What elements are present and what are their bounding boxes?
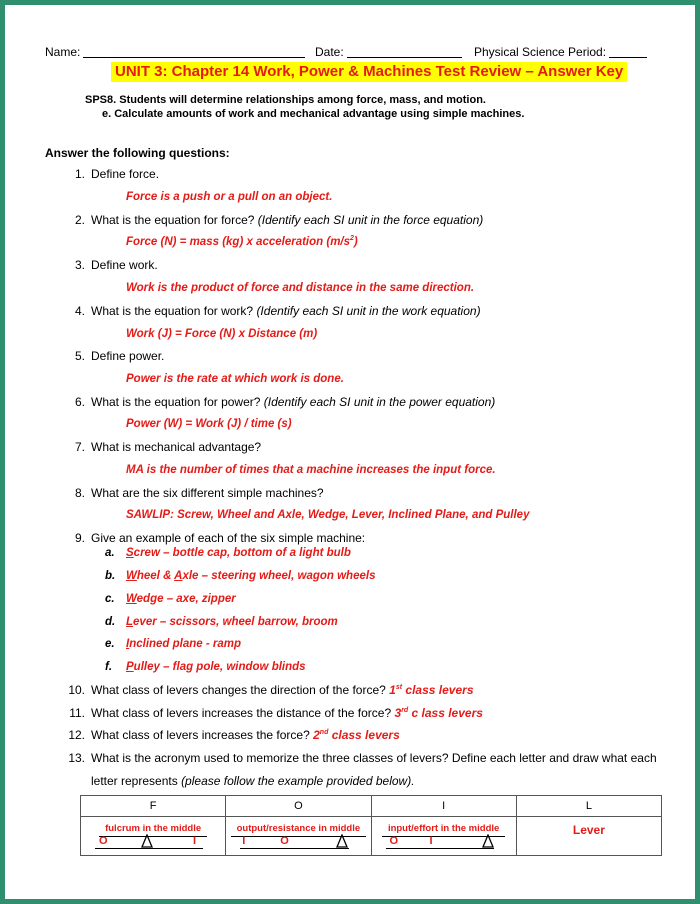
fulcrum-icon [482,834,494,848]
period-label: Physical Science Period: [474,45,607,59]
cell-label: fulcrum in the middle [99,823,207,837]
answer-text: c lass levers [408,706,483,720]
answer-4: Work (J) = Force (N) x Distance (m) [126,328,318,340]
question-text: letter represents [91,774,178,788]
example-text: ever – scissors, wheel barrow, broom [133,616,338,628]
question-number: 4. [74,304,85,318]
answer-text: class levers [328,728,400,742]
cell-label: output/resistance in middle [231,823,367,837]
period-blank [609,45,647,58]
example-initial: L [126,616,134,628]
second-class-lever-cell [226,817,371,856]
example-letter: a. [105,547,115,559]
example-text: crew – bottle cap, bottom of a light bulb [133,547,351,559]
question-text: What is the acronym used to memorize the three classes of levers? Define each letter and draw what each [91,751,657,765]
question-13-continued [91,773,415,789]
answer-text: 3 [394,706,402,720]
date-field [315,45,462,59]
example-e [105,636,241,652]
table-row [81,817,662,856]
answer-text: 2 [313,728,320,742]
column-header-o: O [226,796,371,817]
question-5 [45,348,164,364]
lever-output-marker: O [99,835,108,847]
example-initial: W [126,593,137,605]
answer-7: MA is the number of times that a machine increases the input force. [126,464,496,476]
question-number: 6. [74,395,85,409]
answer-text: Force (N) = mass (kg) x acceleration (m/s [126,236,351,248]
question-text: Give an example of each of the six simple machine: [91,531,366,545]
question-text: What is the equation for force? [91,213,255,227]
answer-text: 1 [389,683,396,697]
question-text: What is mechanical advantage? [91,440,262,454]
question-hint: (Identify each SI unit in the force equation) [257,213,484,227]
example-text: heel & [136,570,175,582]
name-blank [83,45,305,58]
question-8 [45,485,324,501]
column-header-l: L [516,796,661,817]
question-12 [45,727,400,743]
example-initial: I [126,638,130,650]
question-3 [45,257,158,273]
third-class-lever-cell [371,817,516,856]
question-4 [45,303,481,319]
answer-3: Work is the product of force and distance in the same direction. [126,282,475,294]
answer-superscript: rd [401,707,409,714]
question-hint: (Identify each SI unit in the power equation) [263,395,496,409]
lever-output-marker: O [280,835,289,847]
lever-input-marker: I [193,835,197,847]
question-number: 1. [74,167,85,181]
question-number: 11. [69,706,85,720]
answer-text: class levers [402,683,474,697]
example-text: nclined plane - ramp [129,638,242,650]
question-number: 10. [68,683,85,697]
question-text: What class of levers increases the distance of the force? [91,706,392,720]
answer-1: Force is a push or a pull on an object. [126,191,333,203]
question-text: Define power. [91,349,165,363]
lever-word: Lever [572,823,605,837]
date-blank [347,45,462,58]
example-text: ulley – flag pole, window blinds [133,661,306,673]
answer-2 [126,234,358,250]
fol-lever-table [80,795,662,856]
question-hint: (Identify each SI unit in the work equation) [256,304,481,318]
lever-input-marker: I [429,835,433,847]
lever-bar [240,848,348,849]
question-1 [45,166,159,182]
question-10 [45,682,474,698]
instructions: Answer the following questions: [45,146,230,160]
question-number: 13. [68,751,85,765]
question-text: What is the equation for work? [91,304,254,318]
question-9 [45,530,365,546]
first-class-lever-cell [81,817,226,856]
question-2 [45,212,483,228]
question-7 [45,439,261,455]
question-text: What class of levers changes the direction of the force? [91,683,386,697]
question-11 [45,705,483,721]
example-initial: P [126,661,134,673]
page-title: UNIT 3: Chapter 14 Work, Power & Machines Test Review – Answer Key [111,62,627,82]
example-letter: e. [105,638,115,650]
answer-superscript: nd [319,729,329,736]
answer-10 [389,683,473,697]
fulcrum-icon [141,834,153,848]
standard-line-2: e. Calculate amounts of work and mechanical advantage using simple machines. [102,108,525,120]
name-field [45,45,305,59]
example-text: edge – axe, zipper [136,593,236,605]
question-number: 7. [74,440,85,454]
question-text: What class of levers increases the force? [91,728,310,742]
example-c [105,591,236,607]
example-f [105,659,306,675]
example-initial: W [126,570,137,582]
cell-label: input/effort in the middle [382,823,505,837]
answer-5: Power is the rate at which work is done. [126,373,344,385]
example-initial-2: A [174,570,183,582]
question-text: Define force. [91,167,160,181]
question-number: 8. [74,486,85,500]
answer-text-end: ) [353,236,358,248]
worksheet-page [5,5,695,899]
lever-bar [386,848,494,849]
question-6 [45,394,495,410]
answer-8: SAWLIP: Screw, Wheel and Axle, Wedge, Lever, Inclined Plane, and Pulley [126,509,530,521]
answer-6: Power (W) = Work (J) / time (s) [126,418,292,430]
question-text: Define work. [91,258,158,272]
lever-output-marker: O [389,835,399,847]
question-number: 5. [74,349,85,363]
example-initial: S [126,547,134,559]
lever-input-marker: I [242,835,246,847]
standard-line-1: SPS8. Students will determine relationships among force, mass, and motion. [85,94,486,106]
column-header-i: I [371,796,516,817]
example-letter: b. [105,570,116,582]
example-text: xle – steering wheel, wagon wheels [182,570,376,582]
example-b [105,568,375,584]
example-letter: c. [105,593,115,605]
question-text: What is the equation for power? [91,395,261,409]
answer-superscript: st [395,684,403,691]
question-13 [45,750,657,766]
example-letter: f. [105,661,113,673]
question-hint: (please follow the example provided below). [181,774,415,788]
question-number: 9. [74,531,85,545]
lever-bar [95,848,203,849]
name-label: Name: [45,45,81,59]
question-number: 2. [74,213,85,227]
question-text: What are the six different simple machines? [91,486,324,500]
period-field [474,45,647,59]
fulcrum-icon [336,834,348,848]
lever-cell [516,817,661,856]
example-a [105,545,351,561]
question-number: 12. [68,728,85,742]
date-label: Date: [315,45,344,59]
table-header-row [81,796,662,817]
example-d [105,614,338,630]
answer-12 [313,728,400,742]
example-letter: d. [105,616,116,628]
answer-superscript: 2 [350,235,354,243]
question-number: 3. [74,258,85,272]
answer-11 [395,706,483,720]
column-header-f: F [81,796,226,817]
